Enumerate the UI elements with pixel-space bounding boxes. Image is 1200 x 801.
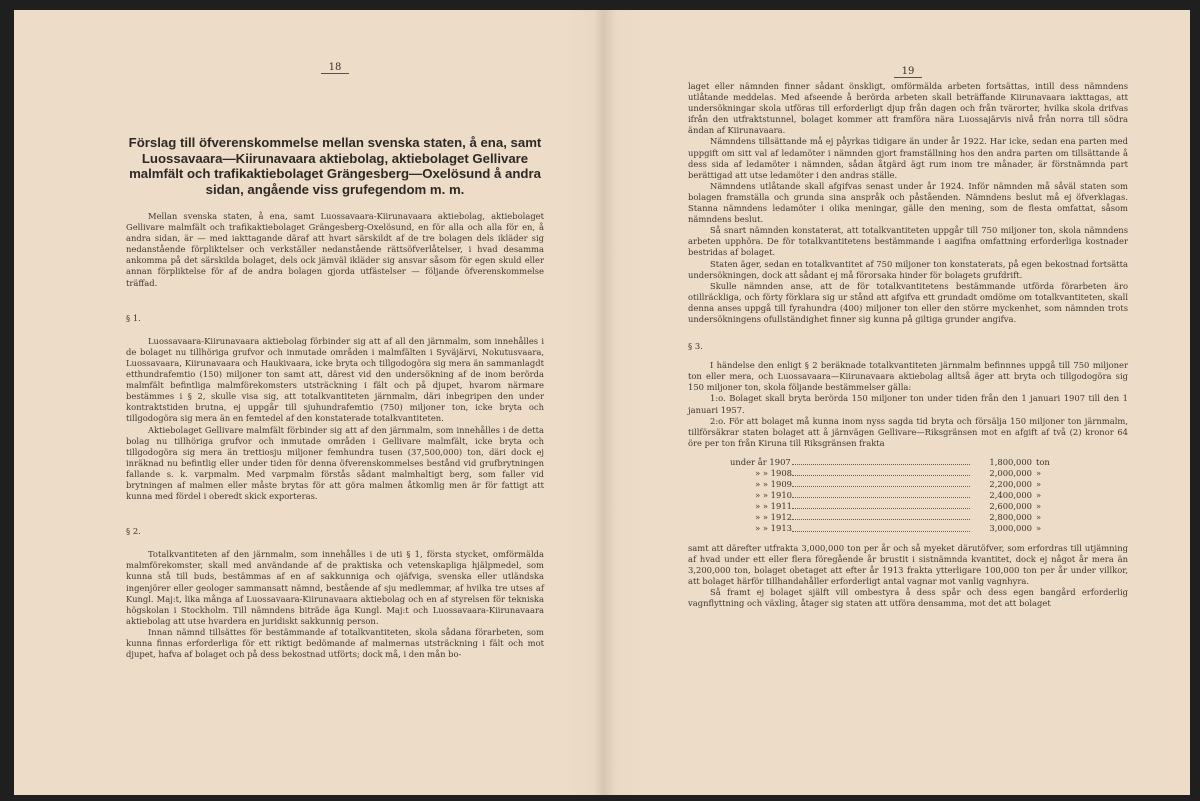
freight-table xyxy=(730,457,1058,535)
right-page xyxy=(604,10,1190,795)
left-page-body xyxy=(126,211,544,660)
paragraph: Så framt ej bolaget själft vill ombestyra å dess spår och dess egen bangård erforderlig vagnflyttning och växling, åtager sig staten att utföra densamma, mot det att bolaget xyxy=(688,586,1128,609)
page-number: 19 xyxy=(688,66,1128,77)
paragraph: Skulle nämnden anse, att de för totalkvantitetens bestämmande utförda förarbeten äro otillräckliga, och förty förklara sig ur stånd att afgifva ett grundadt omdöme om totalkvantiteten, skall denna anses uppgå till fyrahundra (400) miljoner ton eller den större myckenhet, som nämnden trots undersökningens ofullständighet finner sig kunna på giltiga grunder angifva. xyxy=(688,280,1128,324)
freight-row: » » 1908 2,000,000 » xyxy=(755,468,1042,478)
section-1-paragraph-1: Luossavaara-Kiirunavaara aktiebolag förbinder sig att af all den järnmalm, som innehålles i de bolaget nu tillhöriga grufvor och inmutade områden i malmfälten i Syväjärvi, Nokutusvaara, Luossavaara, Kiirunavaara och Haukivaara, icke bryta och tillgodogöra sig mera än sammanlagdt etthundrafemtio (150) miljoner ton samt att, därest vid den undersökning af de inom berörda malmfält befintliga malmförekomsters utsträckning i fält och på djupet, hvarom närmare bestämmes i § 2, skulle visa sig, att totalkvantiteten järnmalm, däri inbegripen den under kontraktstiden brutna, ej uppgår till sjuhundrafemtio (750) miljoner ton, icke bryta och tillgodogöra sig mera än en femtedel af den konstaterade totalkvantiteten. xyxy=(126,335,544,424)
freight-row: » » 1912 2,800,000 » xyxy=(755,512,1042,523)
left-page xyxy=(14,10,604,795)
section-2-paragraph-1: Totalkvantiteten af den järnmalm, som innehålles i de uti § 1, första stycket, omförmälda malmförekomster, skall med användande af de praktiska och vetenskapliga hjälpmedel, som kunna stå till buds, bestämmas af en af sakkunniga och ojäfviga, svenska eller utländska ingenjörer eller geologer sammansatt nämnd, bestående af sju medlemmar, af hvilka tre utses af Kungl. Maj:t, lika många af Luossavaara-Kiirunavaara aktiebolag och en af styrelsen för tekniska högskolan i Stockholm. Till nämndens biträde äga Kungl. Maj:t och Luossavaara-Kiirunavaara aktiebolag att utse hvardera en juridiskt sakkunnig person. xyxy=(126,549,544,626)
paragraph: Så snart nämnden konstaterat, att totalkvantiteten uppgår till 750 miljoner ton, skola nämndens arbeten upphöra. De för totalkvantitetens bestämmande i aagifna omfattning erforderliga kostnader bestridas af bolaget. xyxy=(688,225,1128,258)
paragraph: Nämndens utlåtande skall afgifvas senast under år 1924. Inför nämnden må såväl staten som bolagen framställa och grunda sina anspråk och påståenden. Nämndens beslut må ej öfverklagas. Stanna nämndens ledamöter i olika meningar, gälle den mening, som de flesta omfattat, såsom nämndens beslut. xyxy=(688,180,1128,225)
document-title: Förslag till öfverenskommelse mellan svenska staten, å ena, samt Luossavaara—Kiirunavaara aktiebolag, aktiebolaget Gellivare malmfält och trafikaktiebolaget Grängesberg—Oxelösund å andra sidan, angående viss grufegendom m. m. xyxy=(128,135,542,197)
paragraph: 2:o. För att bolaget må kunna inom nyss sagda tid bryta och försälja 150 miljoner ton järnmalm, tillförsäkrar staten bolaget att å järnvägen Gellivare—Riksgränsen mot en afgift af två (2) kronor 64 öre per ton från Kiruna till Riksgränsen frakta xyxy=(688,415,1128,448)
right-page-body xyxy=(688,81,1128,609)
page-number: 18 xyxy=(126,62,544,73)
section-1-heading: § 1. xyxy=(126,312,141,323)
paragraph: laget eller nämnden finner sådant önskligt, omförmälda arbeten fortsättas, intill dess nämndens utlåtande meddelas. Med afseende å berörda arbeten skall beträffande Kiirunavaara iakttagas, att undersökningar skola utföras till erforderligt djup från dagen och från tvärorter, hvilka skola drifvas ifrån den utfraktstunnel, bolaget kommer att framföra nära Luossajärvis nivå från norra till södra ändan af Kiirunavaara. xyxy=(688,81,1128,136)
paragraph: I händelse den enligt § 2 beräknade totalkvantiteten järnmalm befinnnes uppgå till 750 miljoner ton eller mera, och Luossavaara—Kiirunavaara aktiebolag alltså äger att bryta och tillgodogöra sig 150 miljoner ton, skola följande bestämmelser gälla: xyxy=(688,360,1128,393)
section-3-heading: § 3. xyxy=(688,341,703,352)
section-2-paragraph-2: Innan nämnd tillsättes för bestämmande af totalkvantiteten, skola sådana förarbeten, som kunna finnas erforderliga för ett riktigt bedömande af malmernas utsträckning i fält och mot djupet, hafva af bolaget och på dess bekostnad utförts; dock må, i den mån bo- xyxy=(126,626,544,660)
freight-row: » » 1911 2,600,000 » xyxy=(755,501,1042,512)
section-1-paragraph-2: Aktiebolaget Gellivare malmfält förbinder sig att af den järnmalm, som innehålles i de detta bolag nu tillhöriga grufvor och inmutade områden i Gellivare malmfält, icke bryta och tillgodogöra sig mera än trettiosju miljoner femhundra tusen (37,500,000) ton, däri dock ej inräknad nu befintlig eller under tiden för denna öfverenskommelses bestånd vid grufbrytningen fallande s. k. varpmalm. Med varpmalm förstås sådant malmhaltigt berg, som faller vid brytningen af malmen eller måste brytas för att göra malmen åtkomlig men är för fattigt att kunna med fördel i oberedt skick exporteras. xyxy=(126,424,544,502)
paragraph: 1:o. Bolaget skall bryta berörda 150 miljoner ton under tiden från den 1 januari 1907 till den 1 januari 1957. xyxy=(688,393,1128,415)
section-2-heading: § 2. xyxy=(126,526,141,537)
freight-row: » » 1909 2,200,000 » xyxy=(755,479,1042,490)
freight-row: under år 1907 1,800,000 ton xyxy=(730,456,1050,467)
intro-paragraph: Mellan svenska staten, å ena, samt Luossavaara-Kiirunavaara aktiebolag, aktiebolaget Gellivare malmfält och trafikaktiebolaget Grängesberg-Oxelösund, en för alla och alla för en, å andra sidan, är — med iakttagande däraf att hvart särskildt af de tre bolagen dels ikläder sig nedanstående förpliktelser och verkställer nedanstående rättsöfverlåtelser, i hvad desamma ankomma på det särskilda bolaget, dels ock jämväl ikläder sig ansvar såsom för egen skuld eller annan förpliktelse för af de andra bolagen gjorda utfästelser — följande öfverenskommelse träffad. xyxy=(126,211,544,288)
freight-row: » » 1913 3,000,000 » xyxy=(755,523,1042,534)
paragraph: Staten äger, sedan en totalkvantitet af 750 miljoner ton konstaterats, på egen bekostnad fortsätta undersökningen, dock att sådant ej må förorsaka hinder för bolagets grufdrift. xyxy=(688,258,1128,280)
paragraph: Nämndens tillsättande må ej påyrkas tidigare än under år 1922. Har icke, sedan ena parten med uppgift om sitt val af ledamöter i nämnden gjort framställning hos den andra parten om tillsättande å dess sida af ledamöter i nämnden, sådan åtgärd ägt rum inom tre månader, är förstnämnda part berättigad att utse ledamöter i den andras ställe. xyxy=(688,136,1128,180)
freight-row: » » 1910 2,400,000 » xyxy=(755,490,1042,501)
book-spread xyxy=(14,10,1190,795)
paragraph: samt att därefter utfrakta 3,000,000 ton per år och så myeket därutöfver, som erfordras till utjämning af hvad under ett eller flera föregående år brustit i sistnämnda kvantitet, dock ej något år mera än 3,200,000 ton, bolaget obetaget att efter år 1913 frakta ytterligare 100,000 ton per år under villkor, att bolaget härför tillhandahåller erforderligt antal vagnar mot vanlig vagnhyra. xyxy=(688,542,1128,586)
